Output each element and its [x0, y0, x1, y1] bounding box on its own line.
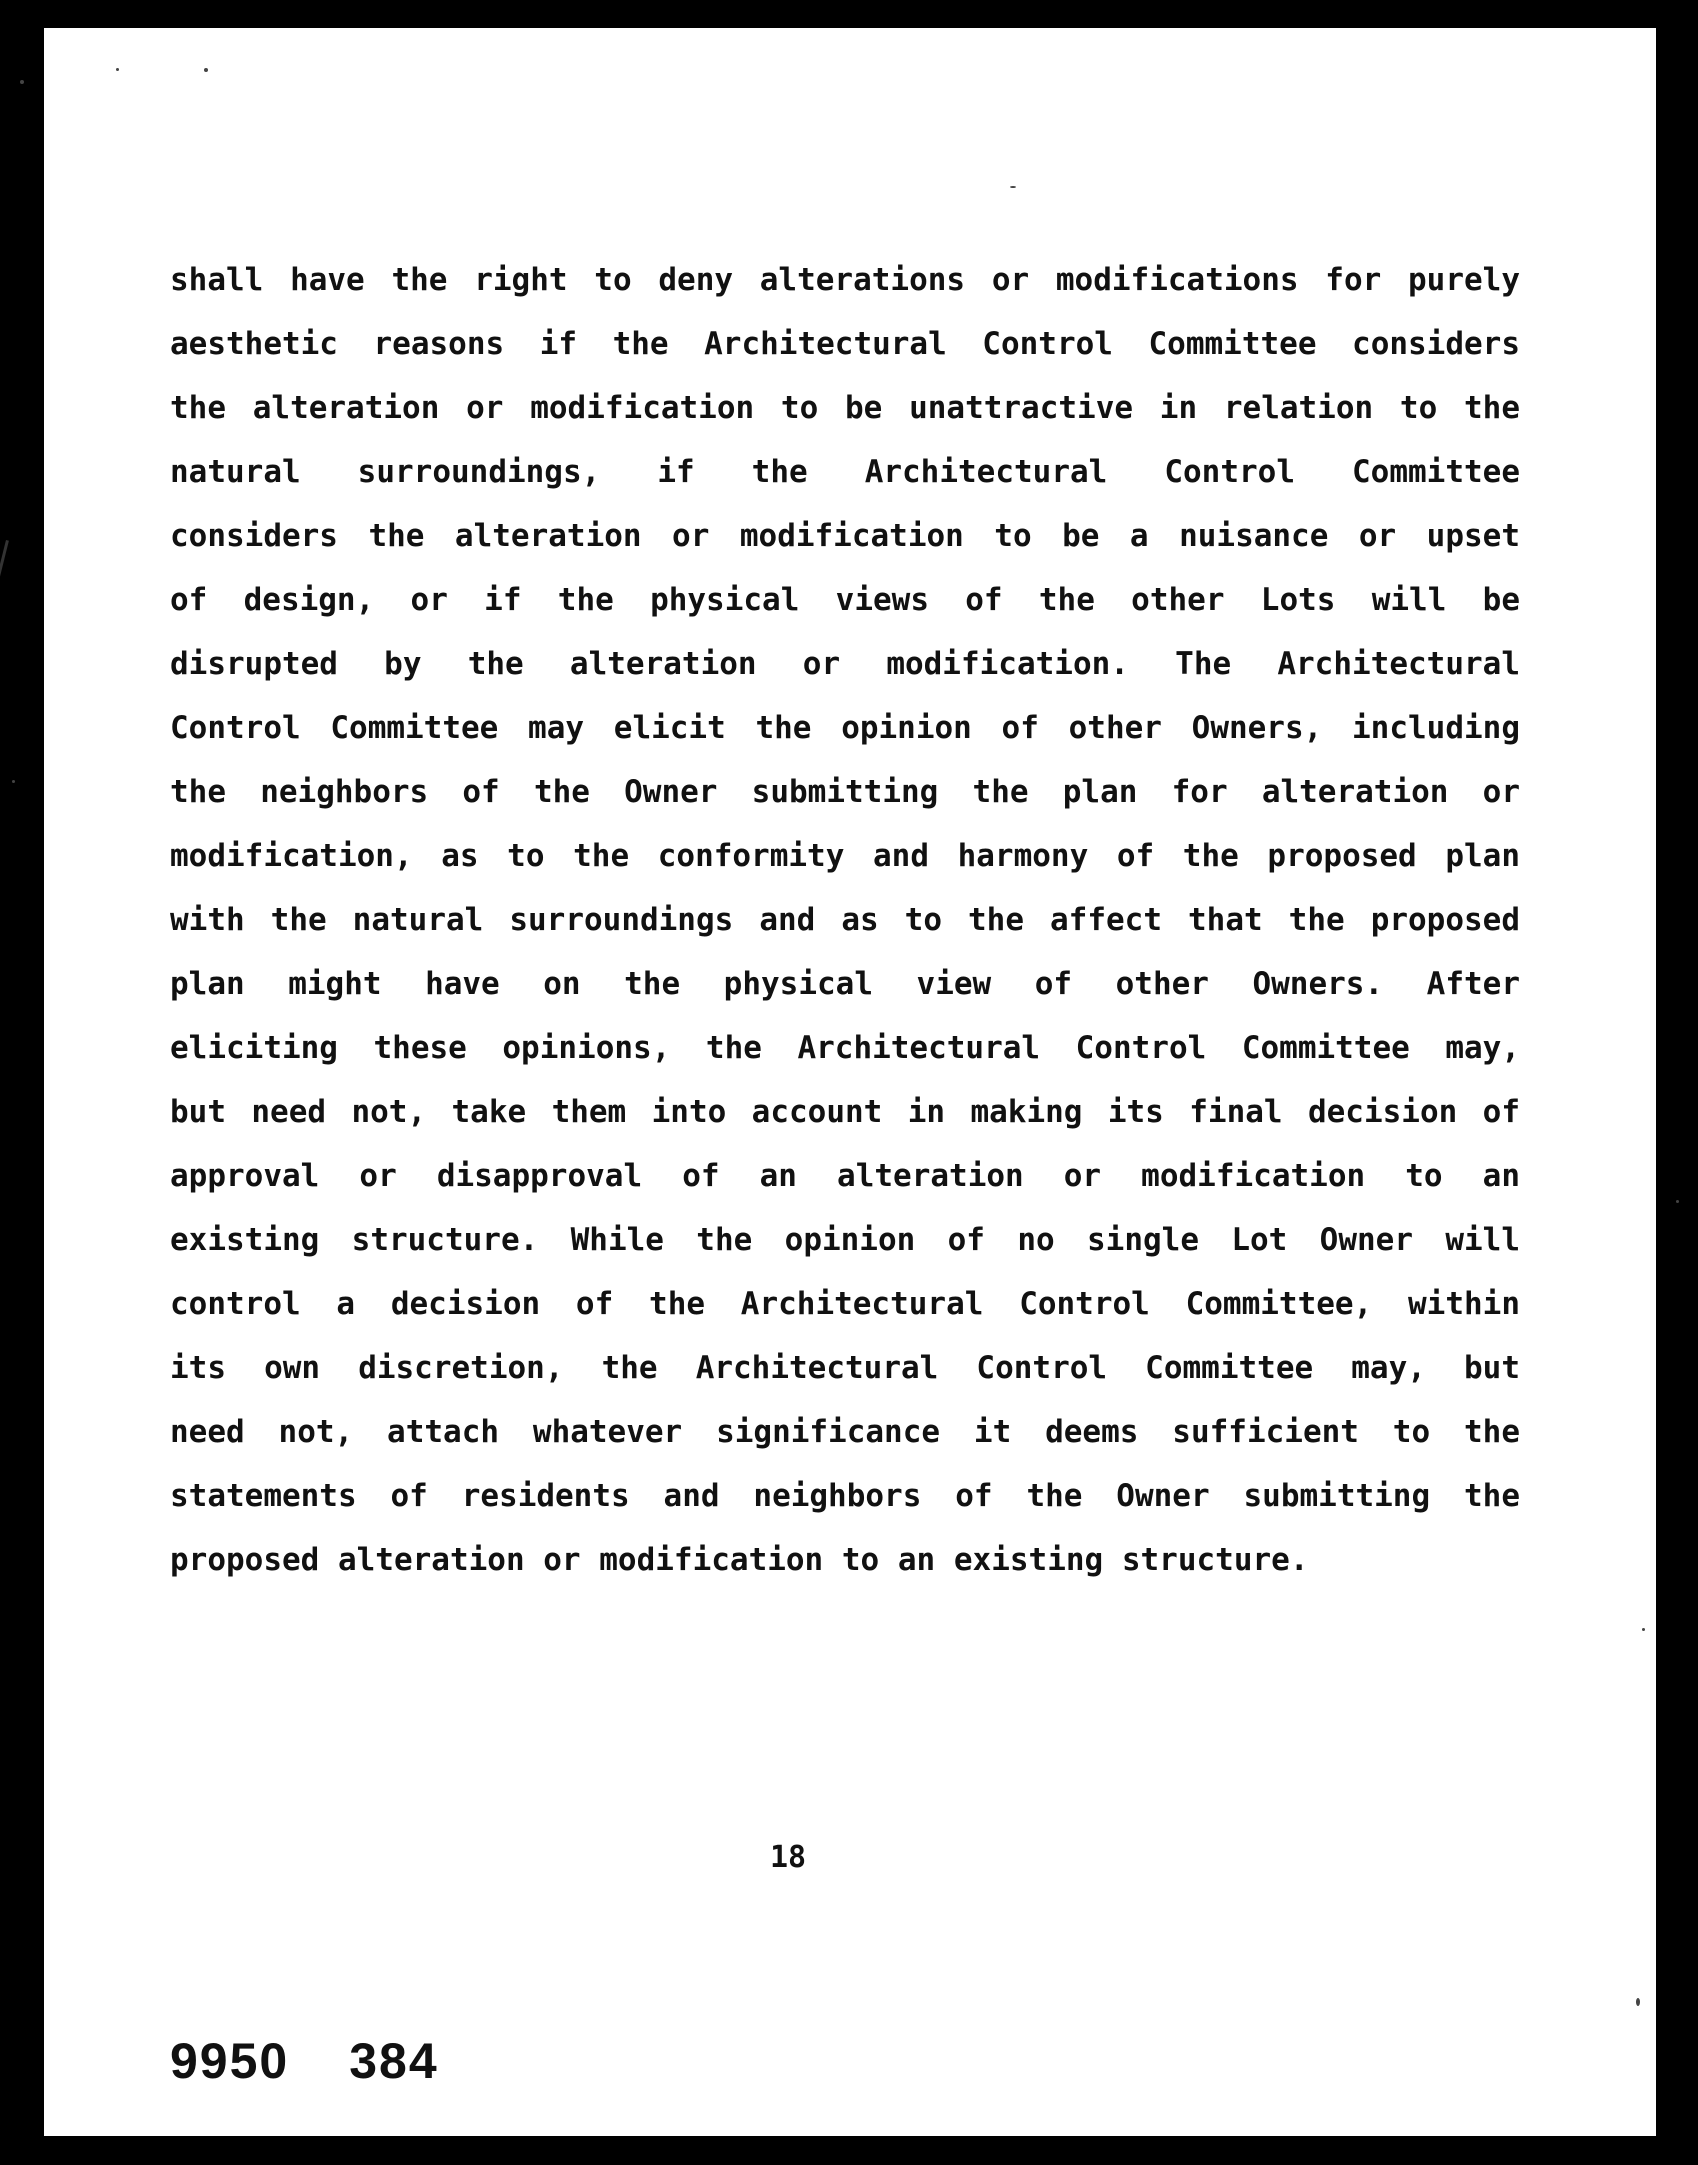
body-line: aesthetic reasons if the Architectural Control Committee considers	[170, 326, 1520, 362]
page-speck	[204, 68, 208, 72]
body-line: the alteration or modification to be unattractive in relation to the	[170, 390, 1520, 426]
body-line: existing structure. While the opinion of no single Lot Owner will	[170, 1222, 1520, 1258]
body-line: the neighbors of the Owner submitting the plan for alteration or	[170, 774, 1520, 810]
body-line: plan might have on the physical view of other Owners. After	[170, 966, 1520, 1002]
body-line: proposed alteration or modification to an existing structure.	[170, 1542, 1309, 1578]
scan-speck	[12, 780, 15, 783]
body-line: control a decision of the Architectural Control Committee, within	[170, 1286, 1520, 1322]
document-id-stamp	[170, 2032, 499, 2090]
body-line: of design, or if the physical views of the other Lots will be	[170, 582, 1520, 618]
body-line: shall have the right to deny alterations or modifications for purely	[170, 262, 1520, 298]
body-line: its own discretion, the Architectural Control Committee may, but	[170, 1350, 1520, 1386]
scan-edge-mark	[0, 540, 9, 647]
page-speck	[116, 68, 119, 71]
page-speck	[1010, 186, 1016, 188]
body-line: natural surroundings, if the Architectural Control Committee	[170, 454, 1520, 490]
body-line: considers the alteration or modification to be a nuisance or upset	[170, 518, 1520, 554]
page-speck	[1636, 1998, 1640, 2006]
page-speck	[1642, 1628, 1645, 1631]
document-id-part2: 384	[349, 2033, 439, 2089]
scan-speck	[1676, 1200, 1679, 1203]
body-line: approval or disapproval of an alteration or modification to an	[170, 1158, 1520, 1194]
document-id-part1: 9950	[170, 2033, 290, 2089]
body-line: eliciting these opinions, the Architectural Control Committee may,	[170, 1030, 1520, 1066]
body-line: modification, as to the conformity and harmony of the proposed plan	[170, 838, 1520, 874]
page-number: 18	[770, 1840, 807, 1875]
body-line: with the natural surroundings and as to the affect that the proposed	[170, 902, 1520, 938]
body-line: disrupted by the alteration or modification. The Architectural	[170, 646, 1520, 682]
body-line: Control Committee may elicit the opinion of other Owners, including	[170, 710, 1520, 746]
body-line: statements of residents and neighbors of the Owner submitting the	[170, 1478, 1520, 1514]
body-line: but need not, take them into account in making its final decision of	[170, 1094, 1520, 1130]
body-line: need not, attach whatever significance it deems sufficient to the	[170, 1414, 1520, 1450]
scan-speck	[20, 80, 24, 84]
document-body	[170, 248, 1520, 1592]
